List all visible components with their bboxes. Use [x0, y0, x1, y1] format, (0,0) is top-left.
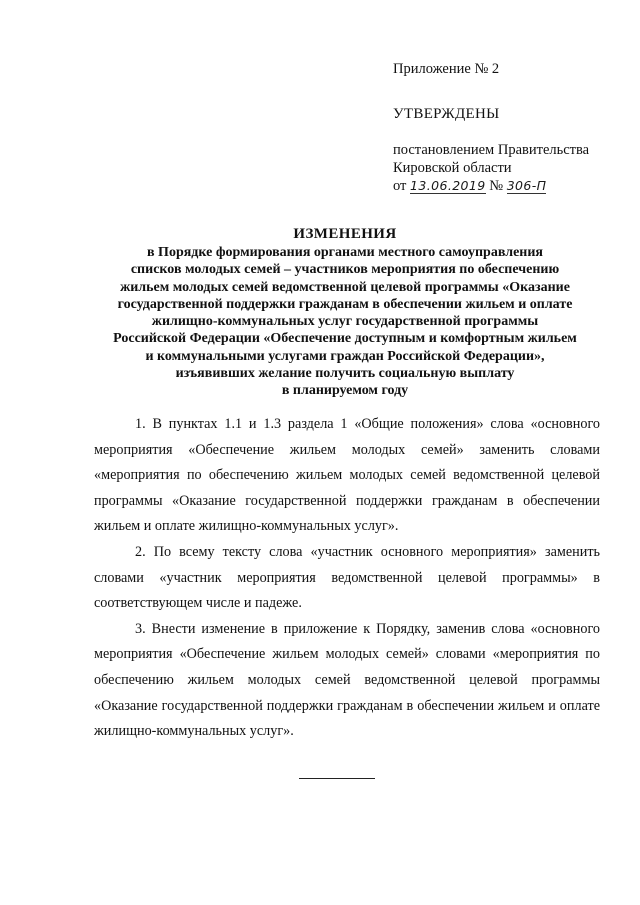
title-line: изъявивших желание получить социальную выплату [175, 366, 515, 382]
decree-number-sign: № [489, 178, 504, 194]
appendix-number: Приложение № 2 [393, 61, 500, 77]
document-body [94, 412, 600, 745]
body-paragraph-2: 2. По всему тексту слова «участник основного мероприятия» заменить словами «участник мероприятия ведомственной целевой программы» в соответствующем числе и падеже. [94, 543, 600, 612]
decree-reference [393, 141, 623, 195]
title-line: Российской Федерации «Обеспечение доступным и комфортным жильем [113, 331, 577, 347]
appendix-block [393, 60, 623, 195]
body-paragraph-3: 3. Внести изменение в приложение к Порядку, заменив слова «основного мероприятия «Обеспечение жильем молодых семей» словами «мероприятия по обеспечению жильем молодых семей ведомственной целевой программы «Оказание государственной поддержки гражданам в обеспечении жильем и оплате жилищно-коммунальных услуг». [94, 620, 600, 740]
title-line: списков молодых семей – участников мероприятия по обеспечению [130, 262, 560, 278]
title-line: и коммунальными услугами граждан Российской Федерации», [145, 348, 545, 364]
body-paragraph-1: 1. В пунктах 1.1 и 1.3 раздела 1 «Общие положения» слова «основного мероприятия «Обеспечение жильем молодых семей» заменить словами «мероприятия по обеспечению жильем молодых семей ведомственной целевой программы «Оказание государственной поддержки гражданам в обеспечении жильем и оплате жилищно-коммунальных услуг». [94, 416, 600, 535]
title-line: жилищно-коммунальных услуг государственной программы [151, 314, 539, 330]
title-line: государственной поддержки гражданам в обеспечении жильем и оплате [117, 296, 573, 312]
decree-number: 306-П [506, 178, 547, 193]
decree-date: 13.06.2019 [410, 178, 486, 193]
decree-line-1: постановлением Правительства [393, 142, 590, 158]
decree-line-3 [393, 177, 623, 195]
approval-stamp-text: УТВЕРЖДЕНЫ [393, 106, 500, 122]
title-line: в Порядке формирования органами местного самоуправления [147, 245, 543, 260]
decree-from: от [393, 178, 407, 194]
decree-line-2: Кировской области [393, 160, 512, 176]
title-line: в планируемом году [281, 383, 409, 399]
document-title [60, 226, 630, 400]
title-subheading [60, 244, 630, 400]
title-heading: ИЗМЕНЕНИЯ [293, 226, 397, 242]
title-line: жильем молодых семей ведомственной целевой программы «Оказание [120, 279, 570, 295]
end-divider [299, 778, 375, 779]
